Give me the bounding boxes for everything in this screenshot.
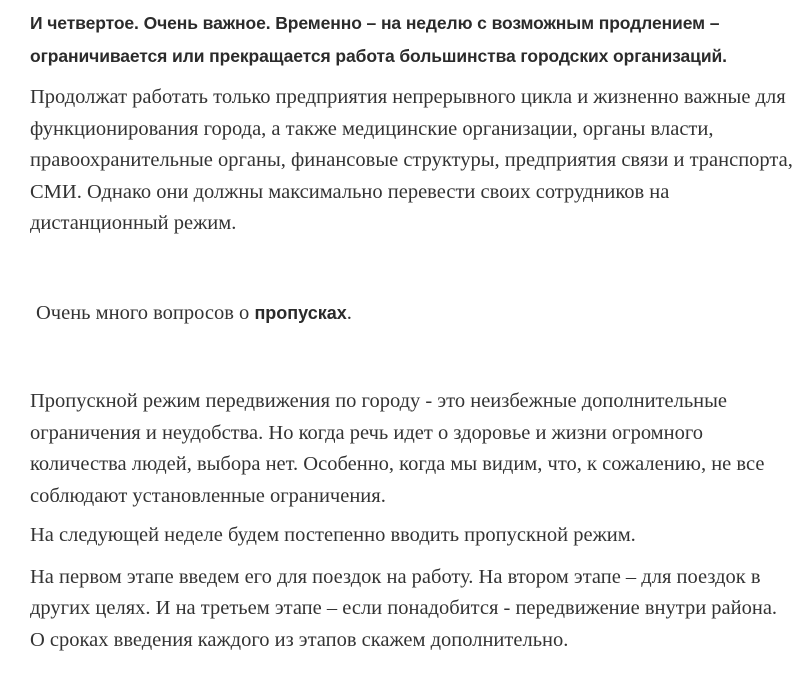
paragraph-stages: На первом этапе введем его для поездок на работу. На втором этапе – для поездок в других целях. И на третьем этапе – если понадобится - передвижение внутри района. О сроках введения каждого из этапов скажем дополнительно. — [30, 565, 778, 651]
article-body — [30, 0, 795, 656]
lead-paragraph: И четвертое. Очень важное. Временно – на неделю с возможным продлением – ограничивается или прекращается работа большинства городских организаций. — [30, 13, 727, 66]
paragraph-next-week: На следующей неделе будем постепенно вводить пропускной режим. — [30, 524, 636, 546]
passes-intro-end: . — [346, 301, 352, 324]
paragraph-passes-intro — [30, 298, 795, 330]
passes-keyword: пропусках — [254, 302, 347, 323]
paragraph-pass-regime: Пропускной режим передвижения по городу - это неизбежные дополнительные ограничения и неудобства. Но когда речь идет о здоровье и жизни огромного количества людей, выбора нет. Особенно, когда мы видим, что, к сожалению, не все соблюдают установленные ограничения. — [30, 390, 765, 507]
passes-intro-text: Очень много вопросов о — [36, 301, 255, 324]
paragraph-working-enterprises: Продолжат работать только предприятия непрерывного цикла и жизненно важные для функционирования города, а также медицинские организации, органы власти, правоохранительные органы, финансовые структуры, предприятия связи и транспорта, СМИ. Однако они должны максимально перевести своих сотрудников на дистанционный режим. — [30, 86, 793, 234]
